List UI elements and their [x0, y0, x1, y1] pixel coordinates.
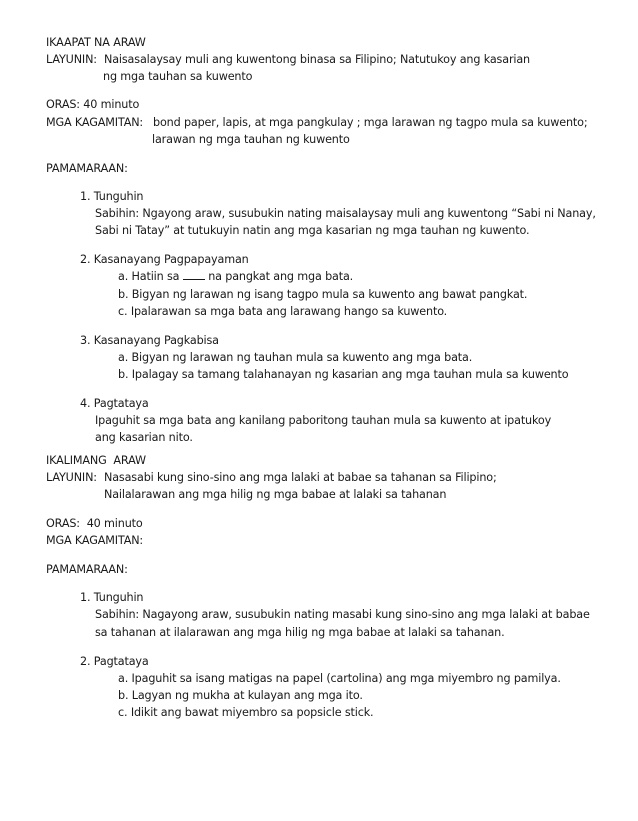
fill-in-blank [183, 270, 205, 280]
day5-layunin-line2: Nailalarawan ang mga hilig ng mga babae at lalaki sa tahanan [104, 488, 447, 501]
day4-step3-title: 3. Kasanayang Pagkabisa [80, 334, 219, 347]
day5-heading: IKALIMANG ARAW [46, 454, 146, 467]
day4-kagamitan-line1: bond paper, lapis, at mga pangkulay ; mga larawan ng tagpo mula sa kuwento; [153, 116, 588, 129]
day4-layunin-label: LAYUNIN: [46, 53, 97, 66]
day5-step2-item-b: b. Lagyan ng mukha at kulayan ang mga ito. [118, 689, 363, 702]
day4-step2-title: 2. Kasanayang Pagpapayaman [80, 253, 249, 266]
day4-layunin-line2: ng mga tauhan sa kuwento [103, 70, 253, 83]
day4-heading: IKAAPAT NA ARAW [46, 36, 146, 49]
day5-layunin-label: LAYUNIN: [46, 471, 97, 484]
day4-step4-line2: ang kasarian nito. [95, 431, 193, 444]
day4-step4-line1: Ipaguhit sa mga bata ang kanilang paboritong tauhan mula sa kuwento at ipatukoy [95, 414, 552, 427]
day5-step2-title: 2. Pagtataya [80, 655, 149, 668]
day5-layunin-line1: Nasasabi kung sino-sino ang mga lalaki at babae sa tahanan sa Filipino; [104, 471, 497, 484]
day5-step1-title: 1. Tunguhin [80, 591, 144, 604]
day4-step2-item-a [118, 270, 353, 284]
day4-step2-item-a-pre: a. Hatiin sa [118, 270, 180, 283]
day5-kagamitan: MGA KAGAMITAN: [46, 534, 144, 547]
day5-pamamaraan-heading: PAMAMARAAN: [46, 563, 128, 576]
day4-step2-item-a-post: na pangkat ang mga bata. [208, 270, 354, 283]
day4-kagamitan-label: MGA KAGAMITAN: [46, 116, 144, 129]
day4-oras: ORAS: 40 minuto [46, 98, 140, 111]
day4-step3-item-a: a. Bigyan ng larawan ng tauhan mula sa kuwento ang mga bata. [118, 351, 473, 364]
day4-step2-item-b: b. Bigyan ng larawan ng isang tagpo mula sa kuwento ang bawat pangkat. [118, 288, 528, 301]
day4-step1-title: 1. Tunguhin [80, 190, 144, 203]
day4-step4-title: 4. Pagtataya [80, 397, 149, 410]
day4-kagamitan-line2: larawan ng mga tauhan ng kuwento [152, 133, 350, 146]
day4-step3-item-b: b. Ipalagay sa tamang talahanayan ng kasarian ang mga tauhan mula sa kuwento [118, 368, 569, 381]
day4-step1-line1: Sabihin: Ngayong araw, susubukin nating maisalaysay muli ang kuwentong “Sabi ni Nanay, [95, 207, 596, 220]
day4-layunin-line1: Naisasalaysay muli ang kuwentong binasa sa Filipino; Natutukoy ang kasarian [104, 53, 531, 66]
day5-step2-item-c: c. Idikit ang bawat miyembro sa popsicle stick. [118, 706, 374, 719]
day5-oras: ORAS: 40 minuto [46, 517, 143, 530]
day4-step1-line2: Sabi ni Tatay” at tutukuyin natin ang mga kasarian ng mga tauhan ng kuwento. [95, 224, 530, 237]
day5-step1-line1: Sabihin: Nagayong araw, susubukin nating masabi kung sino-sino ang mga lalaki at babae [95, 608, 590, 621]
day4-step2-item-c: c. Ipalarawan sa mga bata ang larawang hango sa kuwento. [118, 305, 448, 318]
day4-pamamaraan-heading: PAMAMARAAN: [46, 162, 128, 175]
day5-step2-item-a: a. Ipaguhit sa isang matigas na papel (cartolina) ang mga miyembro ng pamilya. [118, 672, 561, 685]
day5-step1-line2: sa tahanan at ilalarawan ang mga hilig ng mga babae at lalaki sa tahanan. [95, 626, 505, 639]
